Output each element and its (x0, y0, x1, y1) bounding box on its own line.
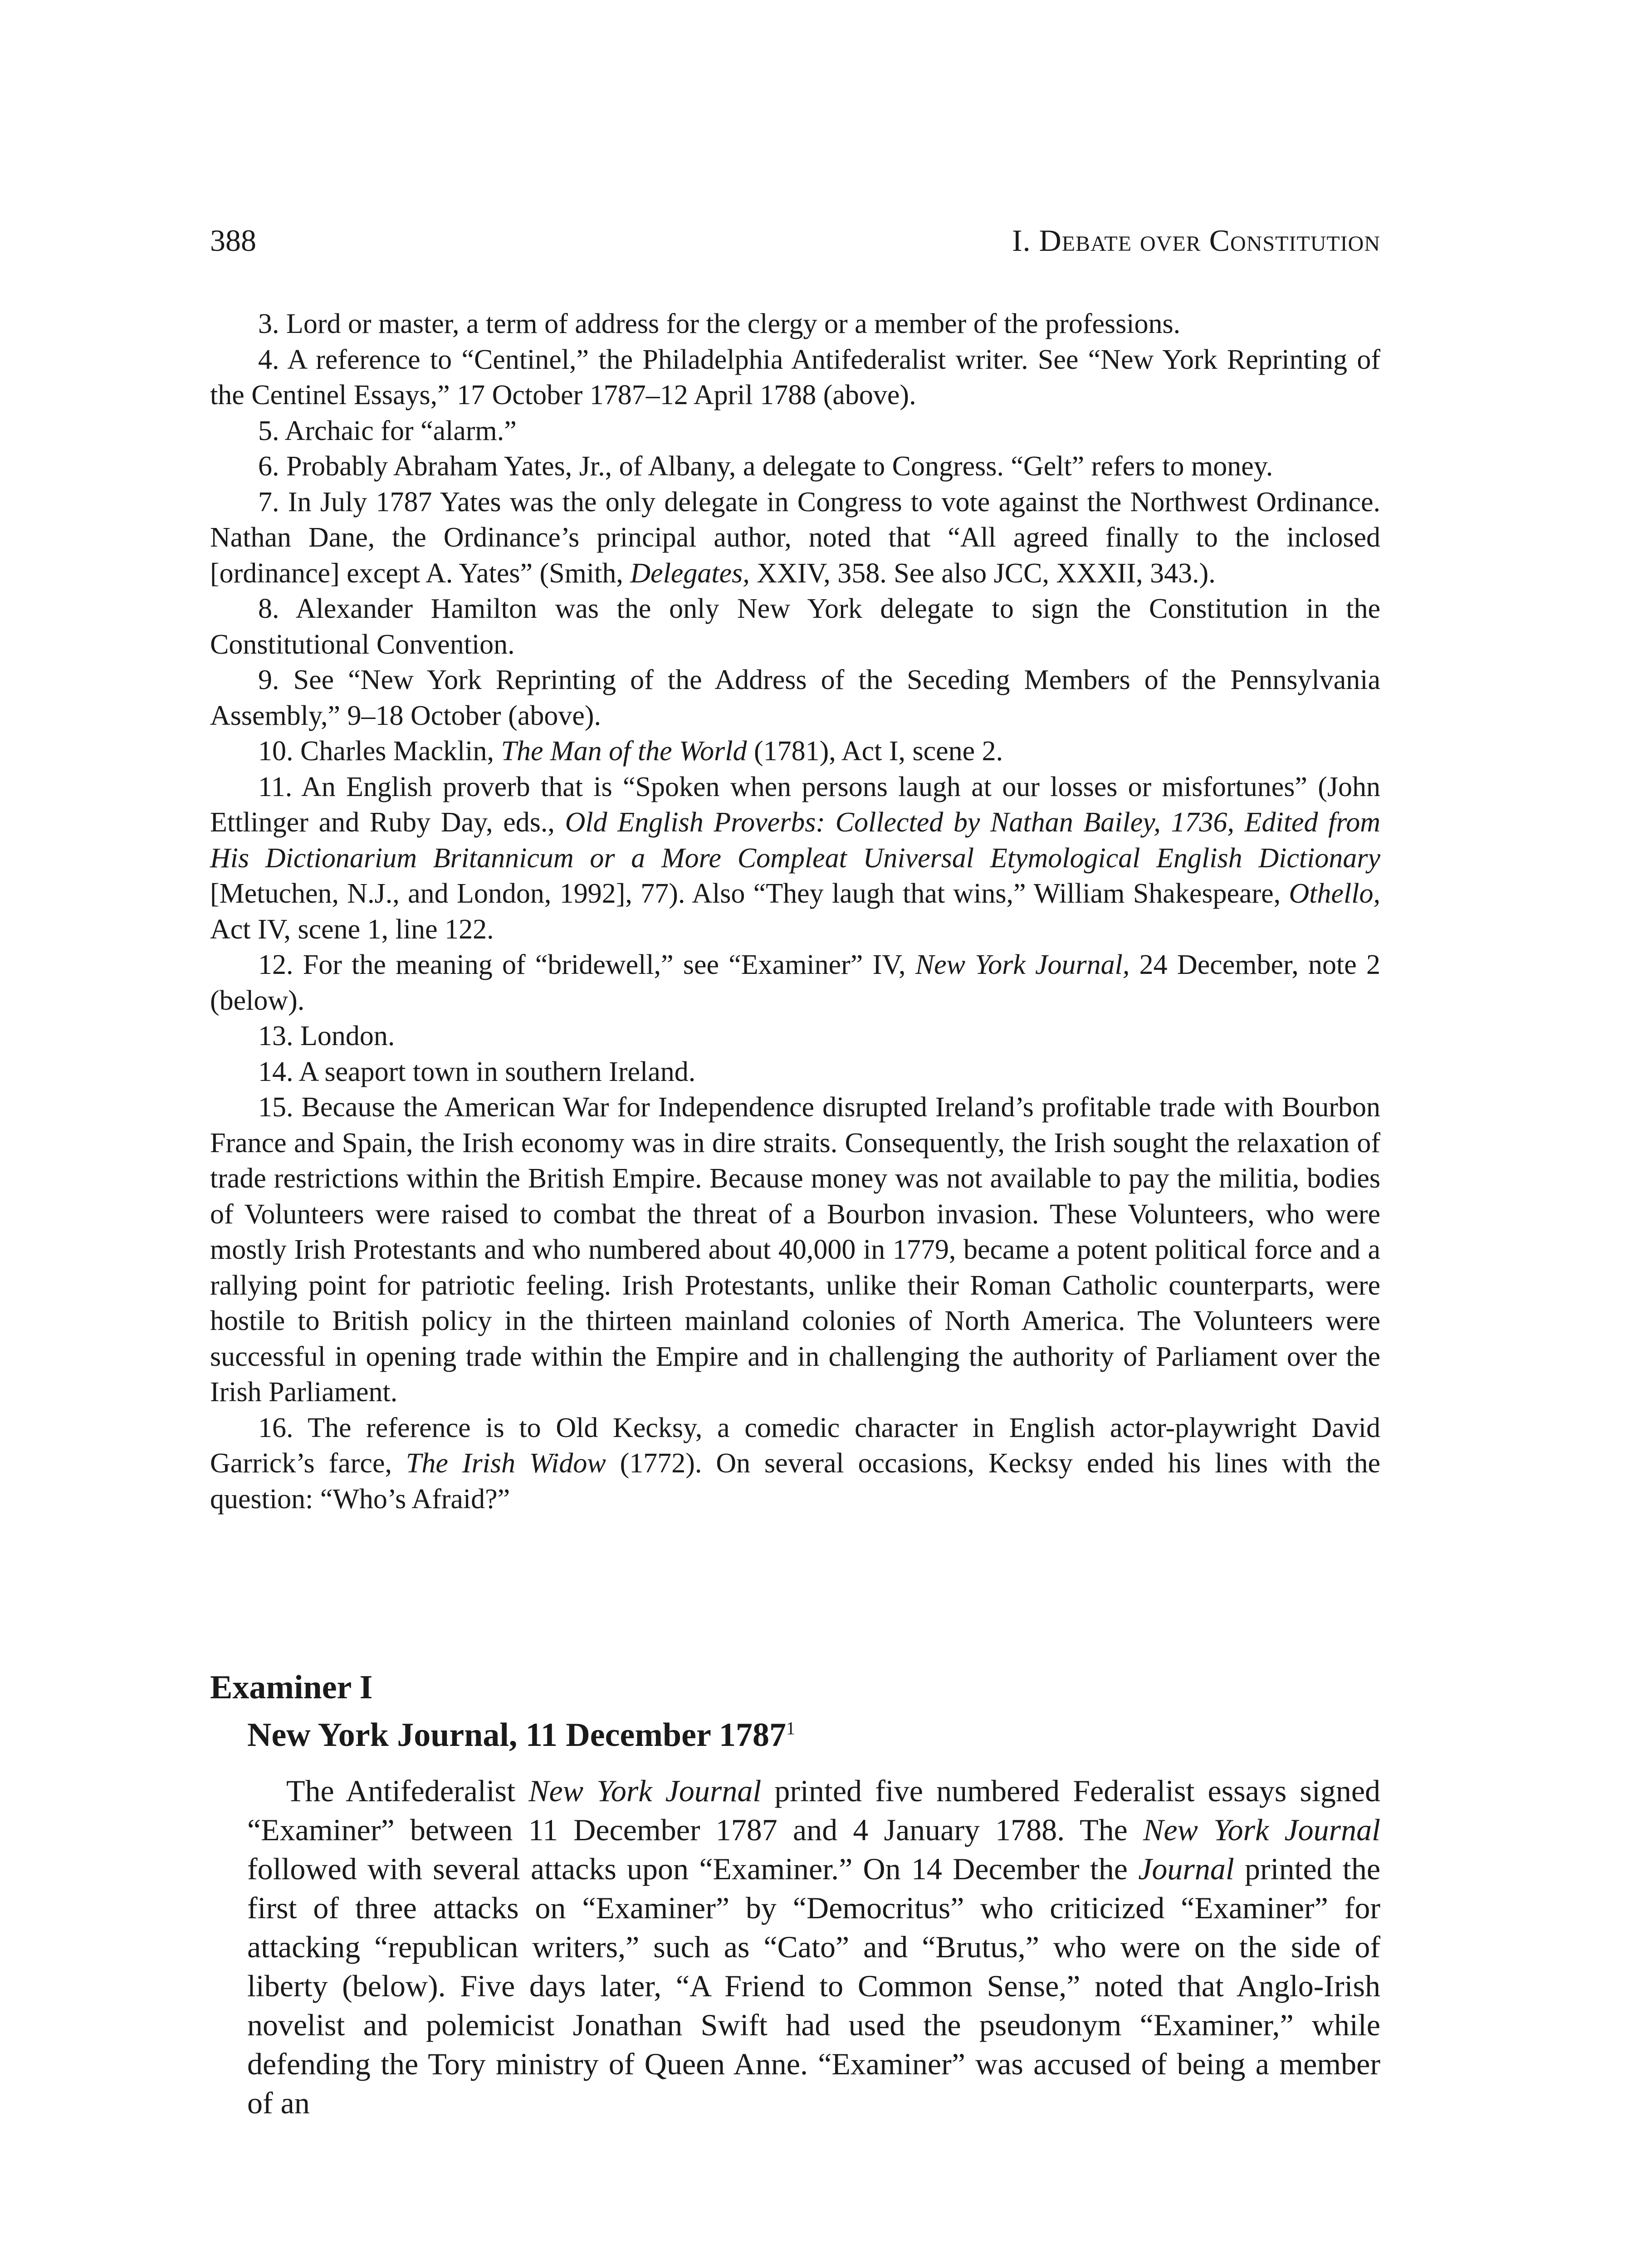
text-run: Archaic for “alarm.” (284, 415, 517, 446)
footnote (210, 591, 1380, 662)
footnote (210, 306, 1380, 342)
text-run: (1781), Act I, scene 2. (747, 736, 1003, 767)
footnote (210, 484, 1380, 591)
footnote-number: 5. (258, 415, 279, 446)
text-run: XXIV, 358. See also JCC, XXXII, 343.). (749, 557, 1216, 589)
page-header (210, 215, 1380, 265)
italic-text: New York Journal (1143, 1813, 1381, 1847)
text-run: Probably Abraham Yates, Jr., of Albany, a delegate to Congress. “Gelt” refers to money. (286, 451, 1273, 482)
text-run: Lord or master, a term of address for the clergy or a member of the professions. (286, 308, 1181, 339)
text-run: Alexander Hamilton was the only New York delegate to sign the Constitution in the Constitutional Convention. (210, 593, 1380, 660)
italic-text: The Man of the World (501, 736, 747, 767)
footnote-number: 12. (258, 949, 293, 980)
footnotes (210, 306, 1380, 1517)
footnote (210, 1090, 1380, 1410)
footnote-number: 13. (258, 1021, 293, 1051)
text-run: Because the American War for Independence disrupted Ireland’s profitable trade with Bourbon France and Spain, the Irish economy was in dire straits. Consequently, the Irish sought the relaxation of trade restrictions within the British Empire. Because money was not available to pay the militia, bodies of Volunteers were raised to combat the threat of a Bourbon invasion. These Volunteers, who were mostly Irish Protestants and who numbered about 40,000 in 1779, became a potent political force and a rallying point for patriotic feeling. Irish Protestants, unlike their Roman Catholic counterparts, were hostile to British policy in the thirteen mainland colonies of North America. The Volunteers were successful in opening trade within the Empire and in challenging the authority of Parliament over the Irish Parliament. (210, 1092, 1381, 1408)
text-run: In July 1787 Yates was the only delegate in Congress to vote against the Northwest Ordinance. Nathan Dane, the Ordinance’s principal author, noted that “All agreed finally to the inclosed [ordinance] except A. Yates” (Smith, (210, 486, 1381, 589)
footnote-number: 8. (258, 593, 279, 624)
text-run: 24 December, note 2 (below). (210, 949, 1380, 1016)
footnote-number: 9. (258, 665, 279, 695)
footnote (210, 947, 1380, 1018)
footnote (210, 1410, 1380, 1517)
text-run: [Metuchen, N.J., and London, 1992], 77). Also “They laugh that wins,” William Shakespeare, (210, 878, 1289, 909)
italic-text: Journal (1138, 1852, 1234, 1886)
text-run: printed the first of three attacks on “Examiner” by “Democritus” who criticized “Examiner” for attacking “republican writers,” such as “Cato” and “Brutus,” who were on the side of liberty (below). Five days later, “A Friend to Common Sense,” noted that Anglo-Irish novelist and polemicist Jonathan Swift had used the pseudonym “Examiner,” while defending the Tory ministry of Queen Anne. “Examiner” was accused of being a member of an (247, 1852, 1381, 2120)
footnote (210, 733, 1380, 769)
text-run: For the meaning of “bridewell,” see “Examiner” IV, (303, 949, 915, 980)
footnote (210, 342, 1380, 413)
footnote-number: 7. (258, 486, 279, 518)
text-run: followed with several attacks upon “Examiner.” On 14 December the (247, 1852, 1139, 1886)
footnote-number: 16. (258, 1412, 293, 1443)
footnote-number: 3. (258, 308, 279, 339)
footnote-number: 11. (258, 771, 293, 802)
italic-text: The Irish Widow (406, 1448, 606, 1479)
running-head: I. Debate over Constitution (1012, 223, 1380, 258)
text-run: London. (300, 1021, 395, 1051)
text-run: A seaport town in southern Ireland. (298, 1056, 696, 1087)
text-run: The Antifederalist (286, 1774, 529, 1808)
text-run: The reference is to Old Kecksy, a comedic character in English actor-playwright David Garrick’s farce, (210, 1412, 1380, 1479)
page-number: 388 (210, 223, 256, 258)
text-run: printed five numbered Federalist essays signed “Examiner” between 11 December 1787 and 4 January 1788. The (247, 1774, 1380, 1847)
text-run: An English proverb that is “Spoken when persons laugh at our losses or misfortunes” (John Ettlinger and Ruby Day, eds., (210, 771, 1380, 838)
footnote (210, 662, 1380, 733)
footnote-marker: 1 (786, 1718, 795, 1739)
italic-text: Old English Proverbs: Collected by Nathan Bailey, 1736, Edited from His Dictionarium Britannicum or a More Compleat Universal Etymological English Dictionary (210, 807, 1380, 874)
intro-paragraph (247, 1771, 1380, 2122)
footnote-number: 14. (258, 1056, 293, 1087)
text-run: See “New York Reprinting of the Address of the Seceding Members of the Pennsylvania Assembly,” 9–18 October (above). (210, 665, 1380, 731)
footnote (210, 1054, 1380, 1090)
section-subtitle-text: New York Journal, 11 December 1787 (247, 1716, 786, 1754)
footnote (210, 1018, 1380, 1054)
italic-text: New York Journal, (915, 949, 1130, 980)
footnote (210, 413, 1380, 449)
section-subtitle (247, 1712, 795, 1758)
section-title: Examiner I (210, 1669, 373, 1706)
text-run: (1772). On several occasions, Kecksy ended his lines with the question: “Who’s Afraid?” (210, 1448, 1380, 1515)
text-run: Act IV, scene 1, line 122. (210, 914, 494, 945)
italic-text: Delegates, (630, 557, 750, 589)
footnote-number: 15. (258, 1092, 293, 1123)
italic-text: New York Journal (528, 1774, 762, 1808)
text-run: Charles Macklin, (300, 736, 501, 767)
footnote (210, 769, 1380, 948)
text-run: A reference to “Centinel,” the Philadelphia Antifederalist writer. See “New York Reprinting of the Centinel Essays,” 17 October 1787–12 April 1788 (above). (210, 344, 1380, 411)
footnote-number: 10. (258, 736, 293, 767)
footnote-number: 4. (258, 344, 279, 375)
footnote-number: 6. (258, 451, 279, 482)
italic-text: Othello, (1289, 878, 1380, 909)
footnote (210, 449, 1380, 484)
